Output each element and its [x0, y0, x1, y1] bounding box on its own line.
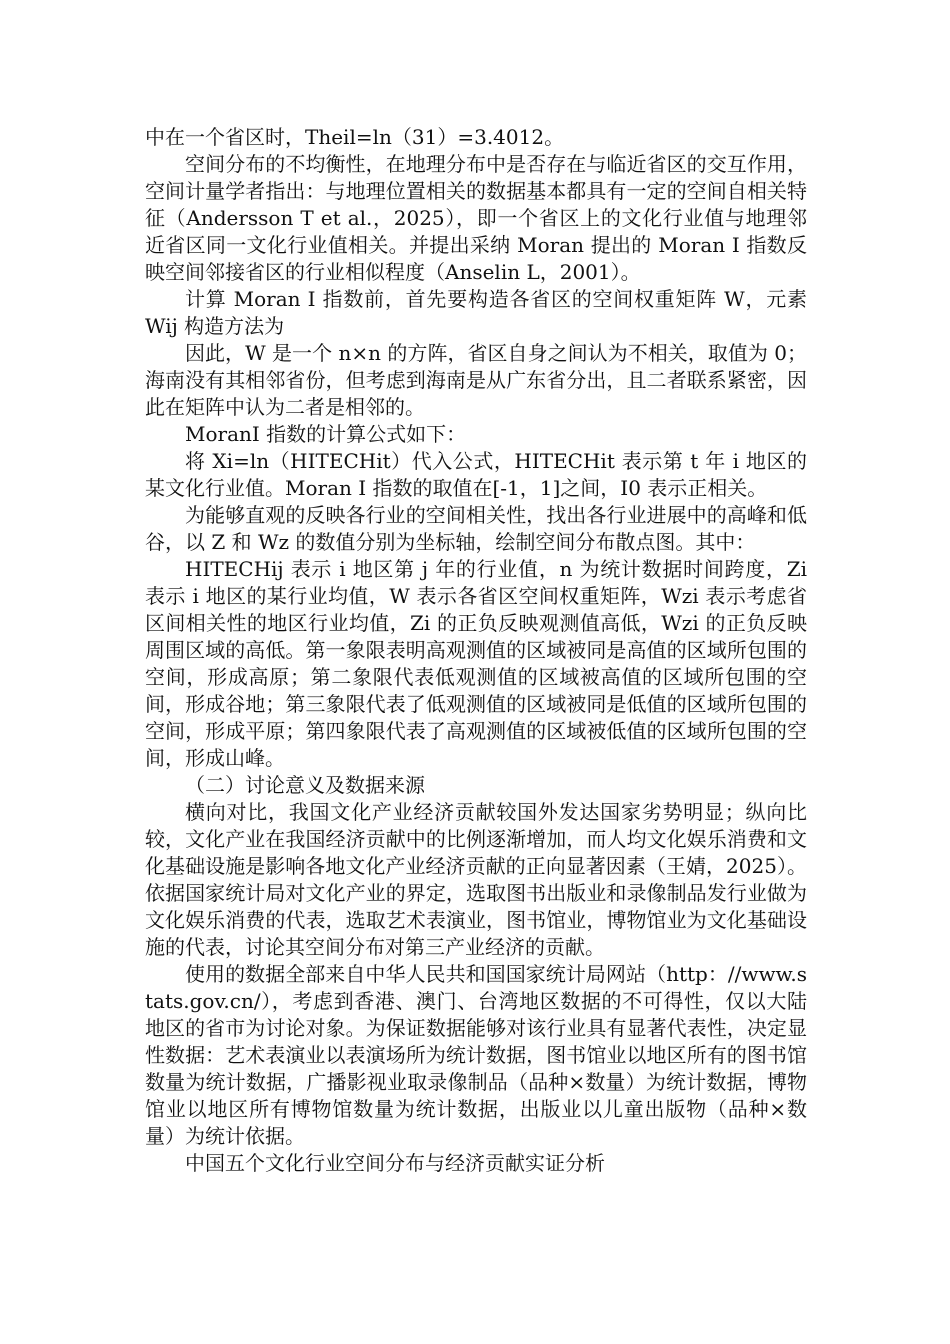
- document-body: [145, 124, 807, 1177]
- paragraph-data-source: 使用的数据全部来自中华人民共和国国家统计局网站（http：//www.stats.gov.cn/），考虑到香港、澳门、台湾地区数据的不可得性，仅以大陆地区的省市为讨论对象。为保证数据能够对该行业具有显著代表性，决定显性数据：艺术表演业以表演场所为统计数据，图书馆业以地区所有的图书馆数量为统计数据，广播影视业取录像制品（品种×数量）为统计数据，博物馆业以地区所有博物馆数量为统计数据，出版业以儿童出版物（品种×数量）为统计依据。: [145, 962, 807, 1148]
- paragraph-theil-continuation: 中在一个省区时，Theil=ln（31）=3.4012。: [145, 125, 565, 149]
- paragraph-moran-range: 将 Xi=ln（HITECHit）代入公式，HITECHit 表示第 t 年 i 地区的某文化行业值。Moran I 指数的取值在[-1，1]之间，I0 表示正相关。: [145, 449, 807, 500]
- paragraph-empirical-title: 中国五个文化行业空间分布与经济贡献实证分析: [185, 1151, 605, 1175]
- paragraph-comparison: 横向对比，我国文化产业经济贡献较国外发达国家劣势明显；纵向比较，文化产业在我国经济贡献中的比例逐渐增加，而人均文化娱乐消费和文化基础设施是影响各地文化产业经济贡献的正向显著因素（王婧，2025）。依据国家统计局对文化产业的界定，选取图书出版业和录像制品发行业做为文化娱乐消费的代表，选取艺术表演业，图书馆业，博物馆业为文化基础设施的代表，讨论其空间分布对第三产业经济的贡献。: [145, 800, 807, 959]
- paragraph-scatter-plot: 为能够直观的反映各行业的空间相关性，找出各行业进展中的高峰和低谷，以 Z 和 Wz 的数值分别为坐标轴，绘制空间分布散点图。其中：: [145, 503, 807, 554]
- paragraph-quadrants: HITECHij 表示 i 地区第 j 年的行业值，n 为统计数据时间跨度，Zi 表示 i 地区的某行业均值，W 表示各省区空间权重矩阵，Wzi 表示考虑省区间相关性的地区行业均值，Zi 的正负反映观测值高低，Wzi 的正负反映周围区域的高低。第一象限表明高观测值的区域被同是高值的区域所包围的空间，形成高原；第二象限代表低观测值的区域被高值的区域所包围的空间，形成谷地；第三象限代表了低观测值的区域被同是低值的区域所包围的空间，形成平原；第四象限代表了高观测值的区域被低值的区域所包围的空间，形成山峰。: [145, 557, 807, 770]
- paragraph-matrix-explanation: 因此，W 是一个 n×n 的方阵，省区自身之间认为不相关，取值为 0；海南没有其相邻省份，但考虑到海南是从广东省分出，且二者联系紧密，因此在矩阵中认为二者是相邻的。: [145, 341, 807, 419]
- paragraph-weight-matrix: 计算 Moran I 指数前，首先要构造各省区的空间权重矩阵 W，元素 Wij 构造方法为: [145, 287, 807, 338]
- paragraph-spatial-imbalance: 空间分布的不均衡性，在地理分布中是否存在与临近省区的交互作用，空间计量学者指出：与地理位置相关的数据基本都具有一定的空间自相关特征（Andersson T et al.，2025），即一个省区上的文化行业值与地理邻近省区同一文化行业值相关。并提出采纳 Moran 提出的 Moran I 指数反映空间邻接省区的行业相似程度（Anselin L，2001）。: [145, 152, 807, 284]
- paragraph-moran-formula: MoranI 指数的计算公式如下：: [185, 422, 467, 446]
- section-heading-data-source: （二）讨论意义及数据来源: [185, 773, 425, 797]
